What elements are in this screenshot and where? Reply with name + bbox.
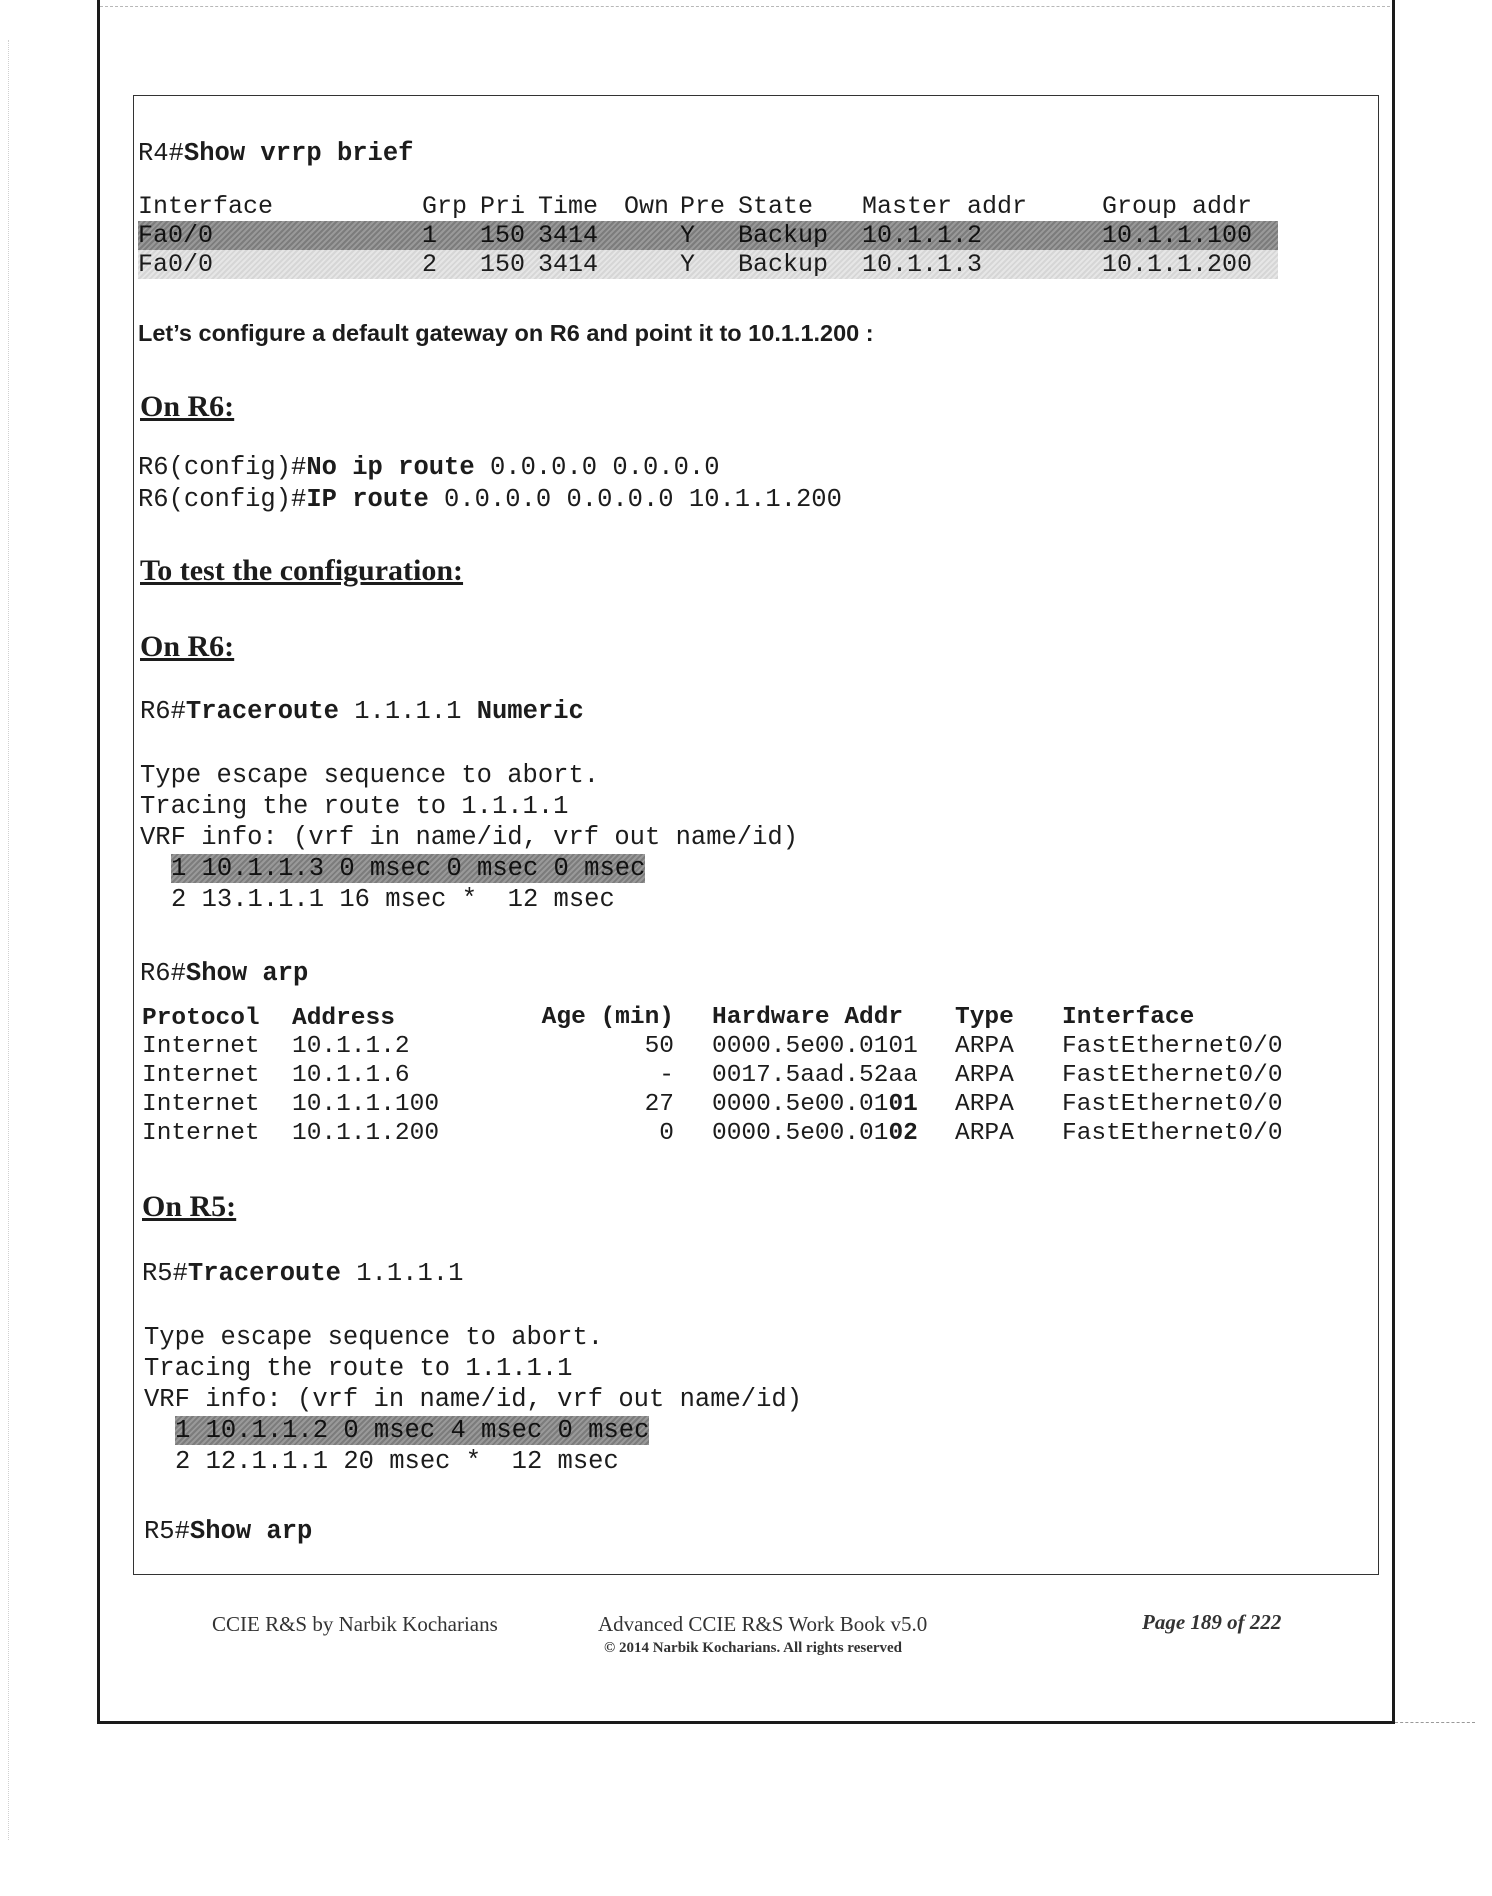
arp-cell-interface: FastEthernet0/0 [1062,1062,1283,1089]
arp-cell-age: - [659,1062,674,1089]
arp-cell-hw [712,1032,955,1061]
r6-traceroute-command [140,696,584,727]
trace-output-line: Tracing the route to 1.1.1.1 [144,1354,573,1383]
vrrp-cell-grp: 2 [422,250,438,279]
vrrp-cell-own [624,221,680,250]
arp-cell-address: 10.1.1.2 [292,1033,410,1060]
arp-cell-type: ARPA [955,1091,1014,1118]
vrrp-cell-master: 10.1.1.2 [862,221,983,250]
arp-command: Show arp [189,1517,313,1546]
arp-header-row [142,1003,1312,1032]
vrrp-cell-pri: 150 [480,221,526,250]
vrrp-cell-pri: 150 [480,250,526,279]
arp-cell-hw [712,1090,955,1119]
vrrp-cell-pre: Y [680,221,696,250]
config-prompt: R6(config)# [138,485,307,514]
vrrp-cell-grp: 1 [422,221,438,250]
config-args: 0.0.0.0 0.0.0.0 [474,453,720,482]
vrrp-cell-pre: Y [680,250,696,279]
arp-cell-type: ARPA [955,1120,1014,1147]
arp-row [142,1090,1312,1119]
arp-cell-age: 0 [659,1120,674,1147]
arp-cell-interface: FastEthernet0/0 [1062,1091,1283,1118]
vrrp-command: Show vrrp brief [183,139,414,168]
arp-row [142,1061,1312,1090]
heading-on-r6-config: On R6: [140,390,235,423]
vrrp-cell-own [624,250,680,279]
trace-output-line: VRF info: (vrf in name/id, vrf out name/id) [140,823,799,852]
arp-hw-suffix: 02 [888,1120,918,1147]
vrrp-cell-group: 10.1.1.200 [1102,250,1253,279]
arp-cell-protocol: Internet [142,1033,260,1060]
arp-cell-protocol: Internet [142,1120,260,1147]
arp-cell-protocol: Internet [142,1091,260,1118]
arp-hw-prefix: 0017.5aad.52aa [712,1062,918,1089]
arp-col-interface: Interface [1062,1004,1195,1031]
arp-cell-age: 27 [644,1091,674,1118]
page-border-right [1392,0,1395,1724]
arp-hw-prefix: 0000.5e00.01 [712,1091,889,1118]
vrrp-col-group: Group addr [1102,192,1253,221]
trace-hop-highlighted: 1 10.1.1.2 0 msec 4 msec 0 msec [175,1416,650,1445]
vrrp-row [138,221,1278,250]
trace-args: 1.1.1.1 [338,697,477,726]
arp-row [142,1119,1312,1148]
arp-cell-protocol: Internet [142,1062,260,1089]
scan-edge-left [8,40,10,1840]
arp-cell-type: ARPA [955,1062,1014,1089]
arp-cell-address: 10.1.1.6 [292,1062,410,1089]
trace-output-line: Type escape sequence to abort. [144,1323,604,1352]
footer-copyright: © 2014 Narbik Kocharians. All rights reserved [604,1640,903,1656]
arp-cell-age: 50 [644,1033,674,1060]
page-border-left [97,0,100,1724]
vrrp-header-row [138,192,1278,221]
r5-show-arp-command [144,1516,312,1547]
trace-option: Numeric [476,697,584,726]
footer-author: CCIE R&S by Narbik Kocharians [212,1612,498,1636]
trace-output-line: Tracing the route to 1.1.1.1 [140,792,569,821]
r5-traceroute-command [142,1258,463,1289]
arp-row [142,1032,1312,1061]
config-prompt: R6(config)# [138,453,307,482]
trace-output-line: Type escape sequence to abort. [140,761,600,790]
vrrp-cell-state: Backup [738,250,829,279]
trace-output-line: VRF info: (vrf in name/id, vrf out name/id) [144,1385,803,1414]
trace-hop: 2 13.1.1.1 16 msec * 12 msec [171,885,615,914]
trace-prompt: R5# [142,1259,188,1288]
r6-config-line-1 [138,452,720,483]
arp-cell-interface: FastEthernet0/0 [1062,1120,1283,1147]
arp-hw-prefix: 0000.5e00.01 [712,1120,889,1147]
vrrp-cell-time: 3414 [538,221,599,250]
vrrp-col-grp: Grp [422,192,468,221]
arp-prompt: R6# [140,959,186,988]
trace-command: Traceroute [185,697,339,726]
arp-table [142,1003,1312,1148]
r6-trace-output [140,760,798,915]
scan-edge-tail [1395,1722,1475,1724]
config-keyword: No ip route [306,453,475,482]
footer-page-number: Page 189 of 222 [1142,1610,1282,1634]
heading-on-r6-test: On R6: [140,630,235,663]
arp-command: Show arp [185,959,309,988]
arp-col-age: Age (min) [541,1004,674,1031]
r6-config-line-2 [138,484,842,515]
trace-args: 1.1.1.1 [340,1259,464,1288]
scan-edge-top [100,6,1390,8]
arp-hw-prefix: 0000.5e00.0101 [712,1033,918,1060]
arp-cell-address: 10.1.1.100 [292,1091,440,1118]
heading-on-r5: On R5: [142,1190,237,1223]
vrrp-row [138,250,1278,279]
vrrp-cell-time: 3414 [538,250,599,279]
vrrp-col-pri: Pri [480,192,526,221]
vrrp-cell-interface: Fa0/0 [138,250,214,279]
arp-col-protocol: Protocol [142,1005,260,1032]
r5-trace-output [144,1322,802,1477]
arp-cell-address: 10.1.1.200 [292,1120,440,1147]
trace-hop-highlighted: 1 10.1.1.3 0 msec 0 msec 0 msec [171,854,646,883]
arp-cell-type: ARPA [955,1033,1014,1060]
config-args: 0.0.0.0 0.0.0.0 10.1.1.200 [428,485,842,514]
intro-text: Let’s configure a default gateway on R6 and point it to 10.1.1.200 : [138,320,874,346]
vrrp-col-own: Own [624,192,670,221]
trace-prompt: R6# [140,697,186,726]
heading-test-configuration: To test the configuration: [140,554,464,587]
vrrp-col-state: State [738,192,814,221]
arp-cell-hw [712,1061,955,1090]
r6-show-arp-command [140,958,308,989]
arp-prompt: R5# [144,1517,190,1546]
vrrp-command-line [138,138,413,169]
vrrp-cell-state: Backup [738,221,829,250]
vrrp-cell-master: 10.1.1.3 [862,250,983,279]
vrrp-col-time: Time [538,192,599,221]
footer-title: Advanced CCIE R&S Work Book v5.0 [598,1612,928,1636]
arp-col-address: Address [292,1005,395,1032]
trace-command: Traceroute [187,1259,341,1288]
vrrp-prompt: R4# [138,139,184,168]
arp-col-hw: Hardware Addr [712,1004,904,1031]
vrrp-brief-table [138,192,1278,279]
arp-cell-hw [712,1119,955,1148]
trace-hop: 2 12.1.1.1 20 msec * 12 msec [175,1447,619,1476]
arp-hw-suffix: 01 [888,1091,918,1118]
config-keyword: IP route [306,485,429,514]
page-border-bottom [97,1721,1395,1724]
vrrp-col-pre: Pre [680,192,726,221]
vrrp-cell-group: 10.1.1.100 [1102,221,1253,250]
arp-cell-interface: FastEthernet0/0 [1062,1033,1283,1060]
vrrp-col-master: Master addr [862,192,1028,221]
vrrp-col-interface: Interface [138,192,274,221]
vrrp-cell-interface: Fa0/0 [138,221,214,250]
arp-col-type: Type [955,1004,1014,1031]
